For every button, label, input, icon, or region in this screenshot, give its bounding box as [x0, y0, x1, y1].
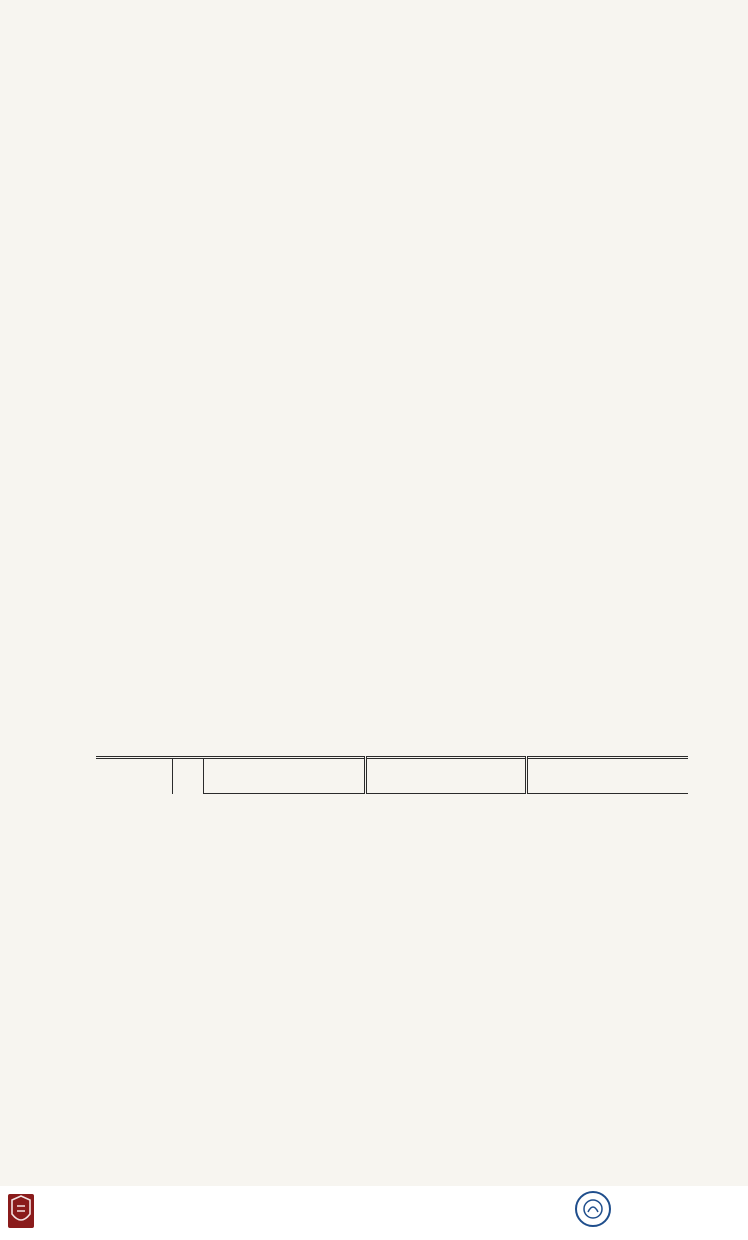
row-label-header	[96, 758, 173, 794]
university-library-logo-icon[interactable]	[8, 1194, 34, 1228]
viewer-footer	[0, 1186, 748, 1240]
group-n	[365, 758, 526, 776]
gesamt-header	[173, 758, 204, 794]
subhead-n	[365, 775, 526, 794]
subhead-m	[204, 775, 365, 794]
subhead-o	[527, 775, 689, 794]
comparison-table	[96, 756, 688, 794]
page-header	[112, 50, 678, 70]
group-o	[527, 758, 689, 776]
academy-logo-icon[interactable]	[575, 1191, 611, 1227]
group-m	[204, 758, 365, 776]
